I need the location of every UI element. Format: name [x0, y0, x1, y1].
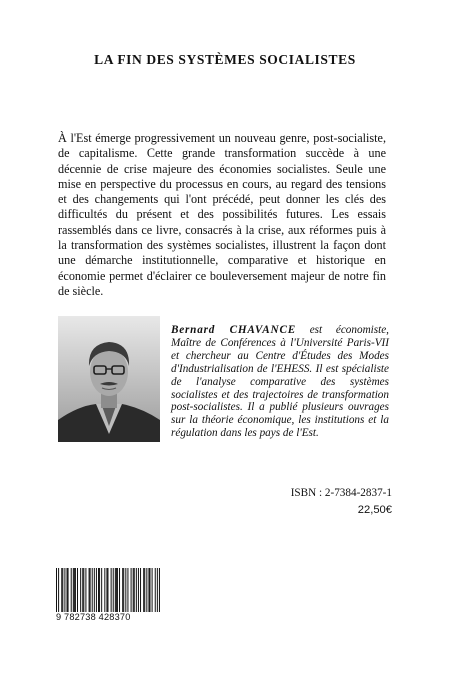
- book-title: LA FIN DES SYSTÈMES SOCIALISTES: [94, 52, 356, 67]
- price-label: 22,50€: [357, 504, 392, 516]
- author-bio: [171, 324, 389, 440]
- barcode-digits: 9 782738 428370: [56, 612, 164, 623]
- back-cover-blurb: À l'Est émerge progressivement un nouveau genre, post-socialiste, de capitalisme. Cette grande transformation succède à une décennie de crise majeure des économies socialistes. Seule une mise en perspective du processus en cours, au regard des tensions et des changements qui l'ont précédé, peut donner les clés des difficultés du présent et des possibilités futures. Les essais rassemblés dans ce livre, consacrés à la crise, aux réformes puis à la transformation des systèmes socialistes, illustrent la façon dont une démarche institutionnelle, comparative et historique en économie permet d'éclairer ce bouleversement majeur de notre fin de siècle.: [58, 131, 386, 298]
- author-name: Bernard CHAVANCE: [171, 324, 296, 336]
- isbn-label: ISBN : 2-7384-2837-1: [290, 487, 392, 499]
- author-portrait-icon: [58, 316, 160, 442]
- author-bio-text: est économiste, Maître de Conférences à l'Université Paris-VII et chercheur au Centre d'Études des Modes d'Industrialisation de l'EHESS. Il est spécialiste de l'analyse comparative des systèmes socialistes et des trajectoires de transformation post-socialistes. Il a publié plusieurs ouvrages sur la théorie économique, les institutions et la régulation dans les pays de l'Est.: [171, 324, 389, 440]
